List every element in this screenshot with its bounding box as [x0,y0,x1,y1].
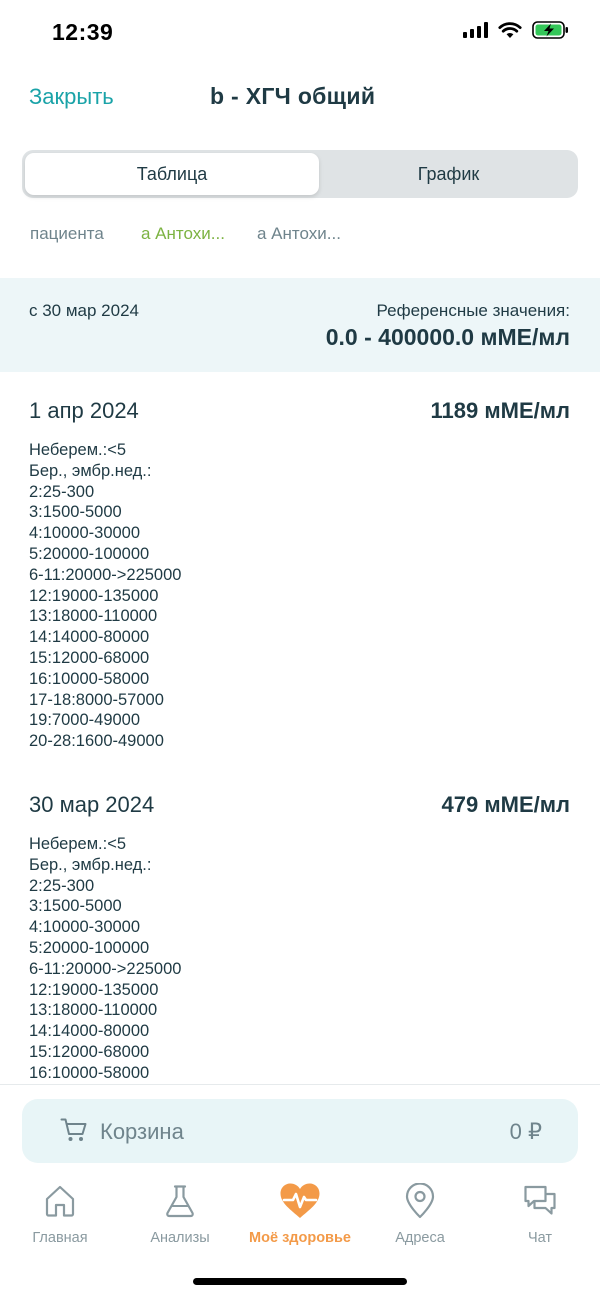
norm-line: 4:10000-30000 [29,524,141,543]
norm-line: Бер., эмбр.нед.: [29,461,152,480]
tab-analyses[interactable] [120,1181,240,1246]
status-time: 12:39 [52,19,114,45]
heart-pulse-icon [279,1182,321,1220]
norm-line: 13:18000-110000 [29,1001,158,1020]
cart-icon [60,1117,88,1143]
reference-values-panel [0,278,600,372]
norm-line: Неберем.:<5 [29,441,127,459]
norm-line: Неберем.:<5 [29,835,127,853]
result-value: 479 мМЕ/мл [441,792,570,817]
close-button[interactable]: Закрыть [29,84,114,109]
result-norms [29,834,181,1084]
norm-line: 3:1500-5000 [29,503,122,522]
patient-chip[interactable]: а Антохи... [257,224,341,243]
flask-icon [164,1184,196,1218]
reference-date: с 30 мар 2024 [29,301,139,320]
norm-line: 15:12000-68000 [29,648,150,667]
norm-line: 4:10000-30000 [29,918,141,937]
tab-chart[interactable]: График [417,163,480,184]
result-date: 1 апр 2024 [29,398,139,423]
tab-table[interactable]: Таблица [25,153,319,195]
cart-button[interactable] [22,1099,578,1163]
reference-range: 0.0 - 400000.0 мМЕ/мл [325,324,570,350]
status-icons [463,20,570,40]
patient-filter-chips [0,224,600,250]
view-switcher [22,150,578,198]
tab-analyses-label: Анализы [150,1230,210,1246]
norm-line: 13:18000-110000 [29,607,158,626]
result-value: 1189 мМЕ/мл [430,398,570,423]
norm-line: 16:10000-58000 [29,669,150,688]
norm-line: 3:1500-5000 [29,897,122,916]
patient-chip-selected[interactable]: а Антохи... [141,224,225,243]
location-pin-icon [404,1183,436,1219]
norm-line: 14:14000-80000 [29,628,150,647]
norm-line: 12:19000-135000 [29,586,159,605]
norm-line: 6-11:20000->225000 [29,959,182,978]
bottom-area [0,1084,600,1298]
home-icon [44,1184,76,1218]
tab-my-health[interactable] [240,1181,360,1246]
battery-charging-icon [532,20,570,40]
status-bar [0,0,600,62]
patient-chip[interactable]: пациента [30,224,104,243]
norm-line: 2:25-300 [29,876,95,895]
tab-addresses[interactable] [360,1181,480,1246]
page-title: b - ХГЧ общий [210,83,376,109]
norm-line: 16:10000-58000 [29,1063,150,1082]
result-date: 30 мар 2024 [29,792,155,817]
tab-bar [0,1181,600,1261]
tab-home[interactable] [0,1181,120,1246]
tab-home-label: Главная [32,1230,88,1246]
tab-chat-label: Чат [527,1230,553,1246]
norm-line: 19:7000-49000 [29,711,141,730]
tab-chat[interactable] [480,1181,600,1246]
home-indicator[interactable] [193,1278,407,1285]
norm-line: 14:14000-80000 [29,1022,150,1041]
wifi-icon [498,21,522,39]
norm-line: 6-11:20000->225000 [29,565,182,584]
reference-label: Референсные значения: [376,301,570,320]
norm-line: 12:19000-135000 [29,980,159,999]
norm-line: Бер., эмбр.нед.: [29,855,152,874]
tab-my-health-label: Моё здоровье [249,1230,351,1246]
header [0,62,600,134]
norm-line: 17-18:8000-57000 [29,690,164,709]
cart-amount: 0 ₽ [509,1119,542,1144]
cart-label: Корзина [100,1119,184,1144]
tab-addresses-label: Адреса [395,1230,445,1246]
results-list[interactable] [0,372,600,1084]
norm-line: 20-28:1600-49000 [29,732,164,751]
cellular-signal-icon [463,22,488,38]
norm-line: 15:12000-68000 [29,1042,150,1061]
norm-line: 5:20000-100000 [29,544,150,563]
norm-line: 5:20000-100000 [29,938,150,957]
norm-line: 2:25-300 [29,482,95,501]
result-norms [29,440,181,752]
chat-icon [523,1184,557,1218]
